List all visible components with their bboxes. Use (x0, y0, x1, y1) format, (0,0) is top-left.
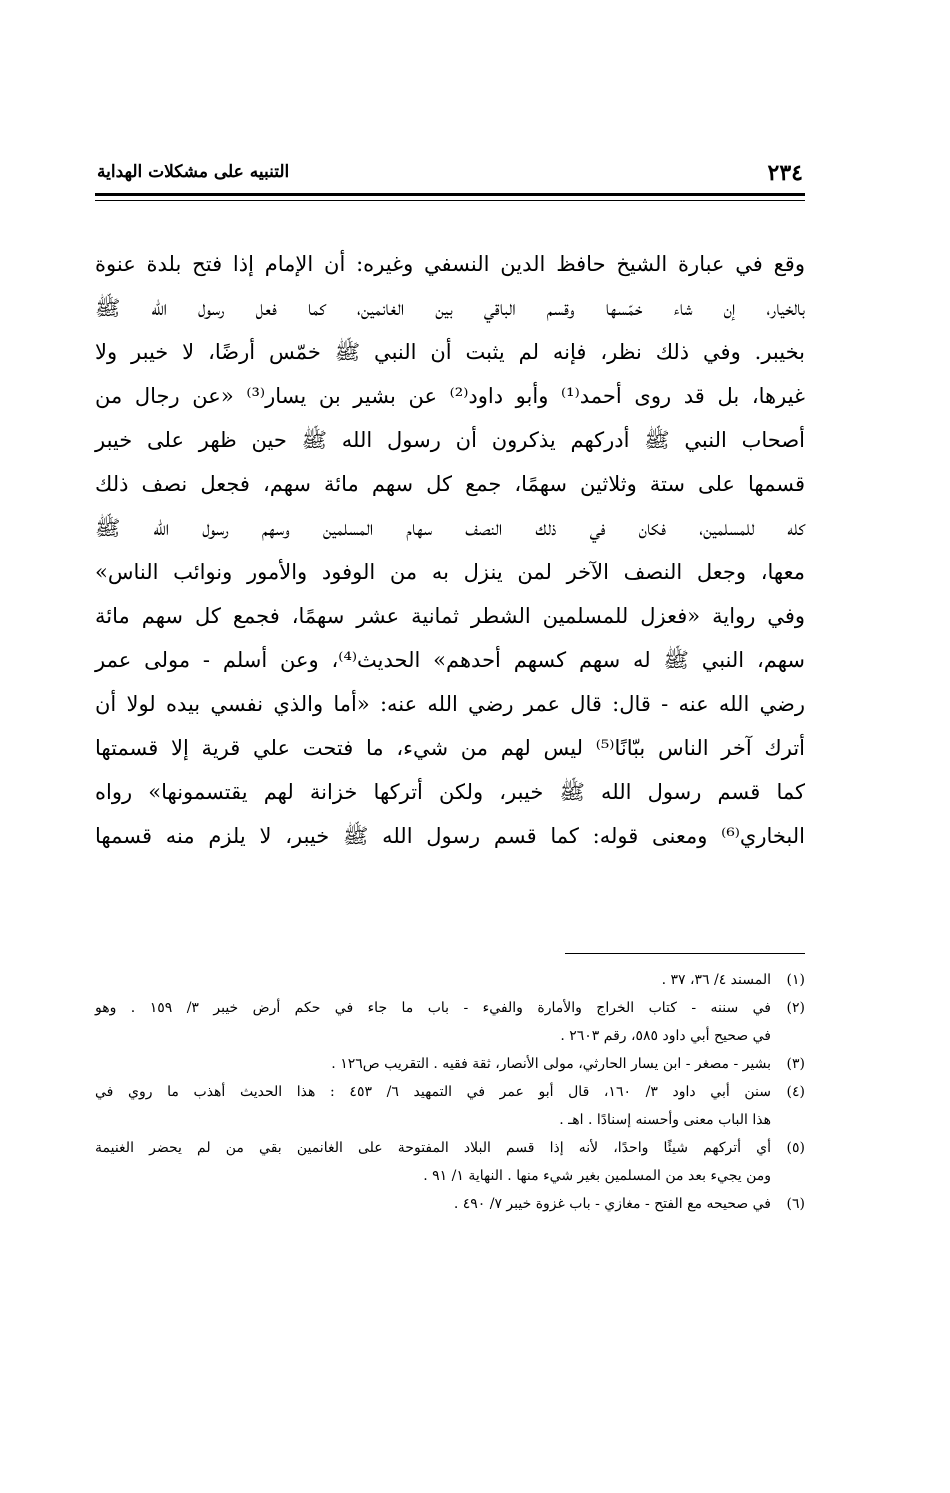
footnote-line: هذا الباب معنى وأحسنه إسنادًا . اهـ . (559, 1112, 771, 1128)
footnote-line: المسند ٤/ ٣٦، ٣٧ . (661, 972, 771, 988)
footnote-text (95, 1050, 771, 1078)
body-line: بالخيار، إن شاء خمّسها وقسم الباقي بين الغانمين، كما فعل رسول الله ﷺ (95, 296, 805, 320)
footnote-number: (٦) (786, 1196, 805, 1212)
footnote (95, 1050, 805, 1078)
body-line: أترك آخر الناس ببّانًا⁽⁵⁾ ليس لهم من شيء، ما فتحت علي قرية إلا قسمتها (95, 736, 805, 760)
footnote-text (95, 994, 771, 1050)
footnote-text (95, 1078, 771, 1134)
footnote-text (95, 1134, 771, 1190)
body-line: كما قسم رسول الله ﷺ خيبر، ولكن أتركها خزانة لهم يقتسمونها» رواه (95, 780, 805, 804)
footnote-text (95, 966, 771, 994)
footnotes (95, 966, 805, 1218)
body-line: غيرها، بل قد روى أحمد⁽¹⁾ وأبو داود⁽²⁾ عن بشير بن يسار⁽³⁾ «عن رجال من (95, 384, 806, 408)
footnote (95, 994, 805, 1050)
footnote-line: بشير - مصغر - ابن يسار الحارثي، مولى الأنصار، ثقة فقيه . التقريب ص١٢٦ . (331, 1056, 771, 1072)
footnote-text (95, 1190, 771, 1218)
footnote-line: ومن يجيء بعد من المسلمين بغير شيء منها . النهاية ١/ ٩١ . (423, 1168, 771, 1184)
footnote (95, 1078, 805, 1134)
body-line: أصحاب النبي ﷺ أدركهم يذكرون أن رسول الله ﷺ حين ظهر على خيبر (95, 428, 805, 452)
footnote (95, 966, 805, 994)
header-rule-thin (95, 200, 805, 201)
footnote-number: (١) (786, 972, 805, 988)
page-header (95, 160, 805, 192)
footnote-line: في سننه - كتاب الخراج والأمارة والفيء - باب ما جاء في حكم أرض خيبر ٣/ ١٥٩ . وهو (95, 1000, 771, 1016)
body-line: معها، وجعل النصف الآخر لمن ينزل به من الوفود والأمور ونوائب الناس» (95, 560, 805, 584)
body-line: قسمها على ستة وثلاثين سهمًا، جمع كل سهم مائة سهم، فجعل نصف ذلك (95, 472, 805, 496)
page-number: ٢٣٤ (767, 160, 803, 186)
footnote (95, 1134, 805, 1190)
footnote (95, 1190, 805, 1218)
footnote-separator (565, 953, 805, 954)
body-text (95, 242, 805, 858)
footnote-number: (٥) (786, 1140, 805, 1156)
footnote-number: (٣) (786, 1056, 805, 1072)
body-line: كله للمسلمين، فكان في ذلك النصف سهام المسلمين وسهم رسول الله ﷺ (95, 516, 805, 540)
running-title: التنبيه على مشكلات الهداية (97, 162, 290, 182)
body-line: البخاري⁽⁶⁾ ومعنى قوله: كما قسم رسول الله ﷺ خيبر، لا يلزم منه قسمها (95, 824, 805, 848)
body-line: سهم، النبي ﷺ له سهم كسهم أحدهم» الحديث⁽⁴⁾، وعن أسلم - مولى عمر (95, 648, 805, 672)
footnote-number: (٢) (786, 1000, 805, 1016)
footnote-line: في صحيح أبي داود ٥٨٥، رقم ٢٦٠٣ . (560, 1028, 771, 1044)
body-line: بخيبر. وفي ذلك نظر، فإنه لم يثبت أن النبي ﷺ خمّس أرضًا، لا خيبر ولا (95, 340, 805, 364)
body-line: وفي رواية «فعزل للمسلمين الشطر ثمانية عشر سهمًا، فجمع كل سهم مائة (95, 604, 805, 628)
footnote-line: أي أتركهم شيئًا واحدًا، لأنه إذا قسم البلاد المفتوحة على الغانمين بقي من لم يحضر الغنيمة (95, 1140, 771, 1156)
footnote-line: سنن أبي داود ٣/ ١٦٠، قال أبو عمر في التمهيد ٦/ ٤٥٣ : هذا الحديث أهذب ما روي في (95, 1084, 771, 1100)
footnote-number: (٤) (786, 1084, 805, 1100)
body-line: وقع في عبارة الشيخ حافظ الدين النسفي وغيره: أن الإمام إذا فتح بلدة عنوة (95, 252, 805, 276)
footnote-line: في صحيحه مع الفتح - مغازي - باب غزوة خيبر ٧/ ٤٩٠ . (453, 1196, 771, 1212)
header-rule-thick (95, 193, 805, 196)
body-line: رضي الله عنه - قال: قال عمر رضي الله عنه: «أما والذي نفسي بيده لولا أن (95, 692, 805, 716)
